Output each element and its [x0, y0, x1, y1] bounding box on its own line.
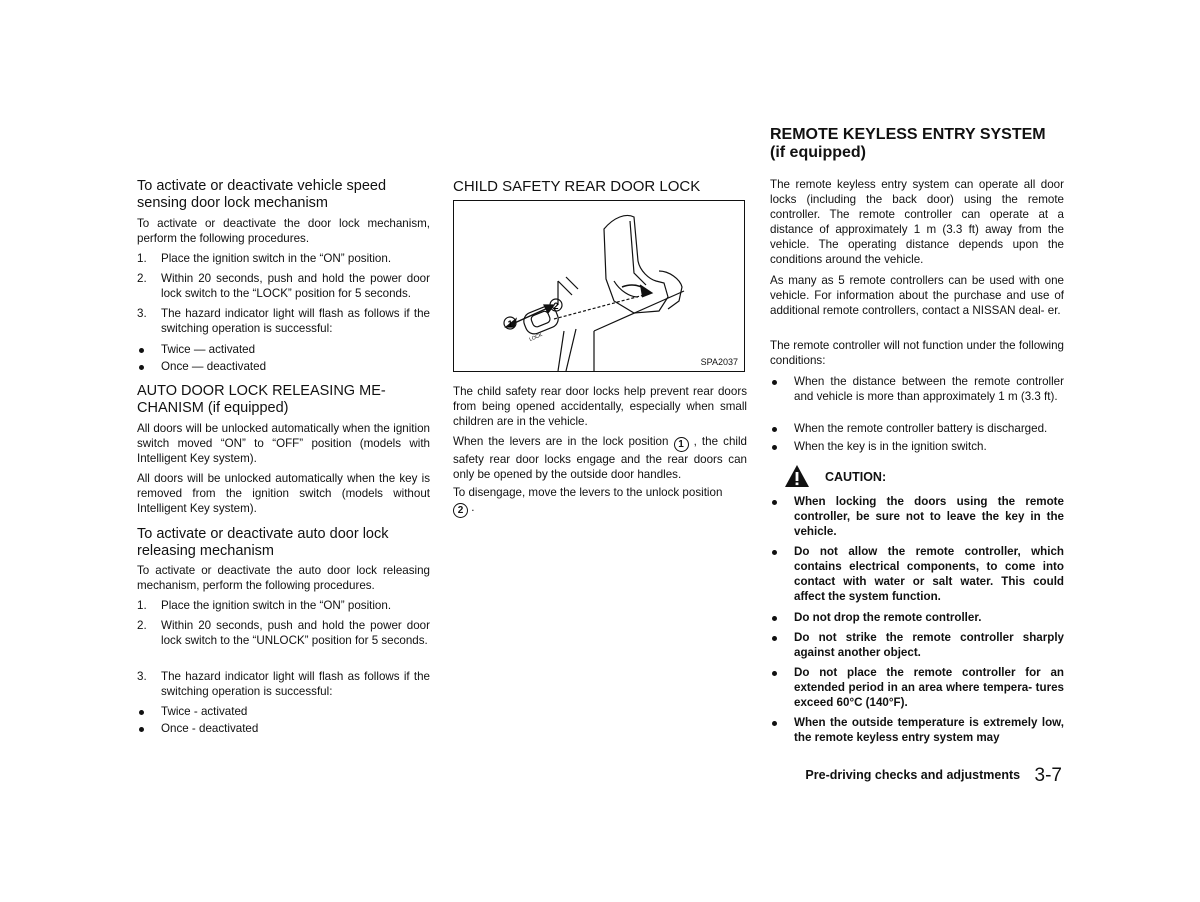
bullet-icon	[770, 374, 777, 389]
caution-item-1	[770, 494, 1064, 539]
caution-text: Do not allow the remote controller, which contains electrical components, to come into contact with water or salt water. This could affect the system function.	[794, 545, 1064, 603]
caution-label: CAUTION:	[825, 470, 887, 484]
step-text: Place the ignition switch in the “ON” position.	[161, 252, 392, 265]
bullet-icon	[770, 715, 777, 730]
bullet-icon	[137, 359, 144, 374]
keyless-entry-heading-line-1: REMOTE KEYLESS ENTRY SYSTEM	[770, 126, 1046, 143]
auto-release-bullet-2	[137, 721, 430, 736]
speed-sensing-step-2	[137, 271, 430, 301]
step-number: 1.	[137, 252, 147, 265]
bullet-text: Twice - activated	[161, 705, 248, 718]
bullet-icon	[770, 544, 777, 559]
step-number: 2.	[137, 272, 147, 285]
step-text: Within 20 seconds, push and hold the power door lock switch to the “LOCK” position for 5 seconds.	[161, 272, 430, 300]
keyless-para-2: As many as 5 remote controllers can be used with one vehicle. For information about the purchase and use of additional remote controllers, contact a NISSAN deal- er.	[770, 274, 1064, 317]
bullet-icon	[137, 721, 144, 736]
page-number: 3-7	[1034, 765, 1062, 786]
speed-sensing-intro: To activate or deactivate the door lock mechanism, perform the following procedures.	[137, 217, 430, 245]
step-text: Place the ignition switch in the “ON” position.	[161, 599, 392, 612]
caution-text: When locking the doors using the remote controller, be sure not to leave the key in the vehicle.	[794, 495, 1064, 538]
lock-label: LOCK	[528, 332, 544, 343]
keyless-para-3: The remote controller will not function under the following conditions:	[770, 339, 1064, 367]
auto-release-heading: AUTO DOOR LOCK RELEASING ME- CHANISM (if equipped)	[137, 383, 386, 416]
speed-sensing-heading: To activate or deactivate vehicle speed sensing door lock mechanism	[137, 178, 387, 211]
keyless-entry-heading-line-2: (if equipped)	[770, 144, 866, 161]
auto-release-step-3	[137, 669, 430, 699]
auto-release-step-1	[137, 598, 430, 613]
condition-text: When the remote controller battery is discharged.	[794, 422, 1048, 435]
warning-triangle-icon	[784, 464, 810, 488]
child-lock-illustration	[453, 200, 745, 372]
bullet-icon	[137, 704, 144, 719]
bullet-icon	[770, 665, 777, 680]
condition-item-1	[770, 374, 1064, 404]
figure-code: SPA2037	[700, 357, 738, 367]
keyless-para-1: The remote keyless entry system can operate all door locks (including the back door) using the remote controller. The remote controller can operate at a distance of approximately 1 m (3.3 ft) away from the vehicle. The operating distance depends upon the conditions around the vehicle.	[770, 178, 1064, 266]
door-lock-diagram-icon	[454, 201, 744, 371]
step-number: 3.	[137, 670, 147, 683]
child-lock-heading: CHILD SAFETY REAR DOOR LOCK	[453, 178, 701, 195]
caution-item-3	[770, 610, 1064, 625]
step-text: Within 20 seconds, push and hold the power door lock switch to the “UNLOCK” position for 5 seconds.	[161, 619, 430, 647]
speed-sensing-bullet-1	[137, 342, 430, 357]
bullet-icon	[770, 494, 777, 509]
caution-text: Do not place the remote controller for an extended period in an area where tempera- tures exceed 60°C (140°F).	[794, 666, 1064, 709]
bullet-text: Once - deactivated	[161, 722, 259, 735]
caution-item-5	[770, 665, 1064, 710]
condition-text: When the distance between the remote controller and vehicle is more than approximately 1 m (3.3 ft).	[794, 375, 1064, 403]
auto-release-activate-heading: To activate or deactivate auto door lock releasing mechanism	[137, 526, 389, 559]
caution-block	[784, 464, 1054, 490]
bullet-text: Twice — activated	[161, 343, 256, 356]
caution-text: Do not drop the remote controller.	[794, 611, 982, 624]
child-lock-para-3: To disengage, move the levers to the unlock position 2 .	[453, 486, 723, 516]
callout-2-icon: 2	[453, 503, 468, 518]
callout-1-icon: 1	[674, 437, 689, 452]
auto-release-activate-intro: To activate or deactivate the auto door lock releasing mechanism, perform the following procedures.	[137, 564, 430, 592]
bullet-icon	[137, 342, 144, 357]
speed-sensing-step-1	[137, 251, 430, 266]
step-number: 1.	[137, 599, 147, 612]
caution-item-6	[770, 715, 1064, 745]
bullet-text: Once — deactivated	[161, 360, 267, 373]
condition-item-2	[770, 421, 1064, 436]
caution-item-2	[770, 544, 1064, 604]
step-number: 2.	[137, 619, 147, 632]
step-text: The hazard indicator light will flash as follows if the switching operation is successful:	[161, 670, 430, 698]
speed-sensing-bullet-2	[137, 359, 430, 374]
bullet-icon	[770, 439, 777, 454]
footer-section-title: Pre-driving checks and adjustments	[805, 768, 1021, 782]
auto-release-para-1: All doors will be unlocked automatically when the ignition switch moved “ON” to “OFF” position (models with Intelligent Key system).	[137, 422, 430, 465]
condition-item-3	[770, 439, 1064, 454]
bullet-icon	[770, 421, 777, 436]
callout-1-label: 1	[507, 319, 513, 329]
auto-release-bullet-1	[137, 704, 430, 719]
bullet-icon	[770, 630, 777, 645]
auto-release-para-2: All doors will be unlocked automatically when the key is removed from the ignition switch (models without Intelligent Key system).	[137, 472, 430, 515]
child-lock-para-2: When the levers are in the lock position 1 , the child safety rear door locks engage and the rear doors can only be opened by the outside door handles.	[453, 435, 747, 481]
speed-sensing-step-3	[137, 306, 430, 336]
child-lock-para-1: The child safety rear door locks help prevent rear doors from being opened accidentally, especially when small children are in the vehicle.	[453, 385, 747, 428]
callout-2-label: 2	[553, 301, 559, 311]
caution-text: When the outside temperature is extremely low, the remote keyless entry system may	[794, 716, 1064, 744]
caution-item-4	[770, 630, 1064, 660]
step-text: The hazard indicator light will flash as follows if the switching operation is successful:	[161, 307, 430, 335]
auto-release-step-2	[137, 618, 430, 648]
condition-text: When the key is in the ignition switch.	[794, 440, 987, 453]
step-number: 3.	[137, 307, 147, 320]
page-footer	[805, 765, 1062, 787]
caution-text: Do not strike the remote controller sharply against another object.	[794, 631, 1064, 659]
bullet-icon	[770, 610, 777, 625]
